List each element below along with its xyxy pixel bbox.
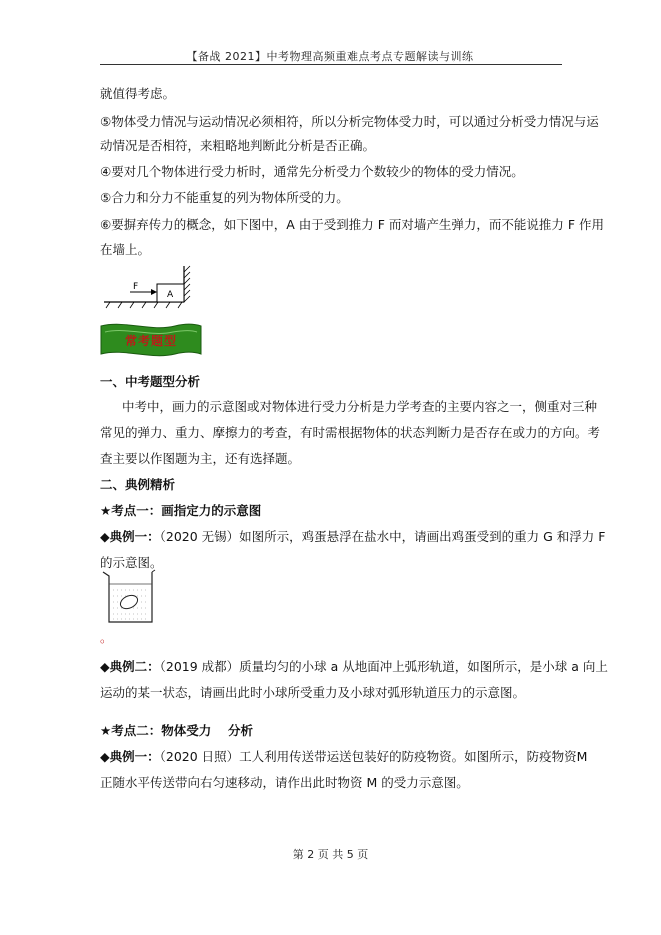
example-text: （2020 日照）工人利用传送带运送包装好的防疫物资。如图所示，防疫物资M xyxy=(159,749,588,764)
floor-hatch xyxy=(106,302,182,308)
example-label: ◆典例一： xyxy=(100,749,160,764)
figure-beaker-egg xyxy=(100,570,156,626)
body-line: ⑥要摒弃传力的概念，如下图中，A 由于受到推力 F 而对墙产生弹力，而不能说推力 F 作用 xyxy=(100,217,605,232)
example-label: ◆典例二： xyxy=(100,659,160,674)
body-line: 中考中，画力的示意图或对物体进行受力分析是力学考查的主要内容之一，侧重对三种 xyxy=(122,399,598,414)
body-line: ④要对几个物体进行受力析时，通常先分析受力个数较少的物体的受力情况。 xyxy=(100,164,524,179)
body-line: 运动的某一状态，请画出此时小球所受重力及小球对弧形轨道压力的示意图。 xyxy=(100,685,526,700)
example-label: ◆典例一： xyxy=(100,529,160,544)
force-label: F xyxy=(133,282,139,292)
body-line: ⑤合力和分力不能重复的列为物体所受的力。 xyxy=(100,190,349,205)
example-line xyxy=(100,659,608,675)
figure-block-wall xyxy=(100,262,195,312)
section-title: 一、中考题型分析 xyxy=(100,374,201,389)
block-label: A xyxy=(167,290,174,300)
body-line: 在墙上。 xyxy=(100,242,151,257)
body-line: 查主要以作图题为主，还有选择题。 xyxy=(100,451,301,466)
key-point-title: ★考点一：画指定力的示意图 xyxy=(100,503,262,518)
banner-common-question-types xyxy=(99,322,203,360)
force-arrow-head xyxy=(151,289,157,295)
section-title: 二、典例精析 xyxy=(100,477,176,492)
egg xyxy=(118,593,139,611)
header-rule xyxy=(100,64,562,65)
body-line: 。 xyxy=(100,630,113,645)
banner-text: 常考题型 xyxy=(124,334,178,348)
body-line: 的示意图。 xyxy=(100,555,163,570)
page-footer: 第 2 页 共 5 页 xyxy=(292,848,369,861)
example-text: （2020 无锡）如图所示，鸡蛋悬浮在盐水中，请画出鸡蛋受到的重力 G 和浮力 F xyxy=(159,529,606,544)
wall-hatch xyxy=(184,266,190,302)
page-header: 【备战 2021】中考物理高频重难点考点专题解读与训练 xyxy=(186,50,474,63)
example-line xyxy=(100,529,605,545)
body-line: 就值得考虑。 xyxy=(100,86,176,101)
example-line xyxy=(100,749,587,765)
example-text: （2019 成都）质量均匀的小球 a 从地面冲上弧形轨道，如图所示，是小球 a 向上 xyxy=(159,659,608,674)
body-line: 动情况是否相符，来粗略地判断此分析是否正确。 xyxy=(100,138,376,153)
body-line: ⑤物体受力情况与运动情况必须相符，所以分析完物体受力时，可以通过分析受力情况与运 xyxy=(100,114,599,129)
body-line: 常见的弹力、重力、摩擦力的考查，有时需根据物体的状态判断力是否存在或力的方向。考 xyxy=(100,425,601,440)
key-point-title: ★考点二：物体受力 分析 xyxy=(100,723,254,738)
body-line: 正随水平传送带向右匀速移动，请作出此时物资 M 的受力示意图。 xyxy=(100,775,469,790)
